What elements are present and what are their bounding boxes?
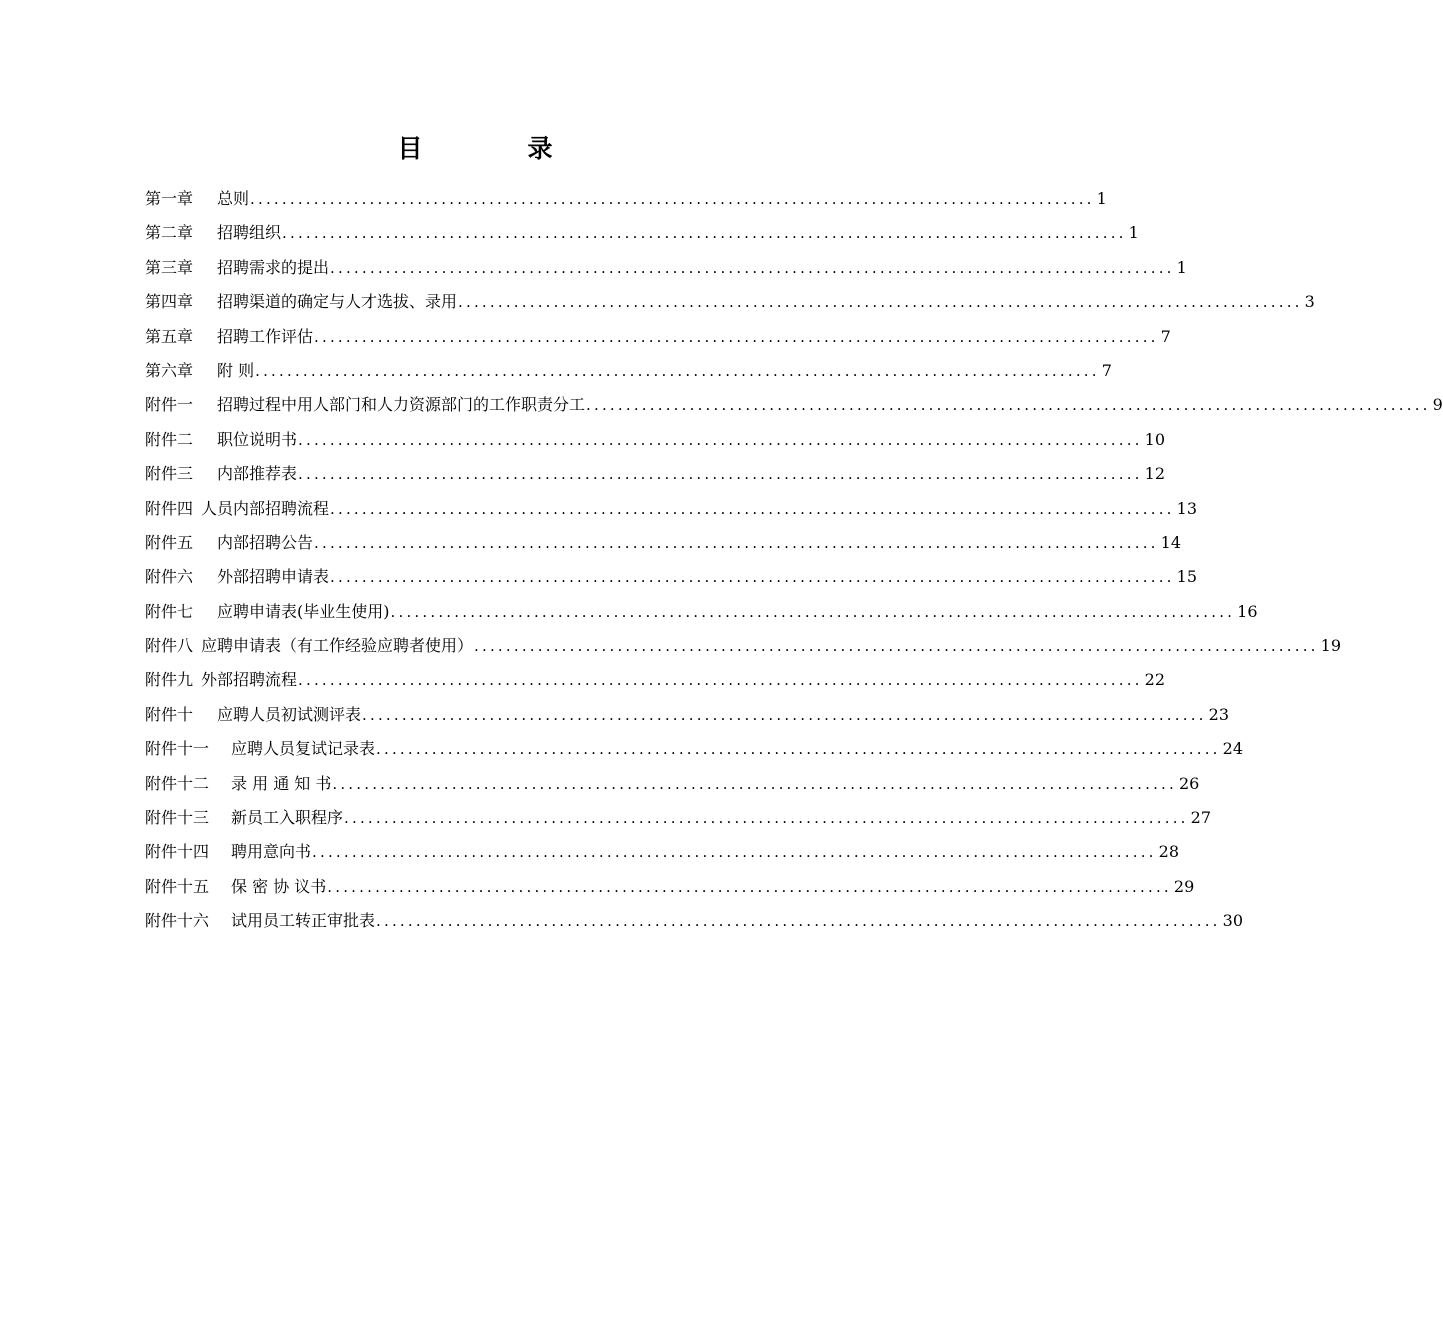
- toc-entry-label: 第六章: [145, 360, 194, 380]
- toc-entry[interactable]: [145, 354, 1112, 388]
- toc-entry-label: 附件七: [145, 601, 194, 621]
- toc-entry-label: 第二章: [145, 223, 194, 243]
- toc-title: 目 录: [397, 134, 593, 163]
- toc-leader-dots: ..........................................................................................................: [298, 465, 1143, 484]
- toc-entry-page: 30: [1222, 911, 1244, 931]
- toc-leader-dots: ..........................................................................................................: [330, 258, 1175, 277]
- toc-leader-dots: ..........................................................................................................: [314, 327, 1159, 346]
- toc-leader-dots: ..........................................................................................................: [376, 740, 1221, 759]
- toc-entry[interactable]: [145, 595, 1258, 629]
- toc-leader-dots: ..........................................................................................................: [250, 190, 1095, 208]
- toc-entry-label: 附件十三: [145, 808, 210, 828]
- toc-entry[interactable]: [145, 904, 1244, 938]
- toc-leader-dots: ..........................................................................................................: [255, 361, 1100, 380]
- toc-entry-label: 附件三: [145, 464, 194, 484]
- toc-entry-name: 招聘组织: [217, 223, 282, 243]
- toc-entry-name: 招聘过程中用人部门和人力资源部门的工作职责分工: [217, 395, 586, 415]
- toc-entry-name: 内部推荐表: [217, 464, 298, 484]
- toc-entry-name: 应聘申请表(毕业生使用): [217, 601, 390, 621]
- toc-entry-label: 附件八: [145, 636, 194, 656]
- toc-entry[interactable]: [145, 388, 1443, 422]
- toc-entry-page: 9: [1432, 395, 1443, 415]
- toc-entry-page: 10: [1144, 429, 1166, 449]
- toc-entry-name: 录 用 通 知 书: [231, 773, 332, 793]
- toc-entry-label: 附件十二: [145, 773, 210, 793]
- toc-entry-page: 7: [1101, 360, 1112, 380]
- toc-entry-name: 职位说明书: [217, 429, 298, 449]
- toc-entry[interactable]: [145, 285, 1315, 319]
- toc-entry-label: 附件一: [145, 395, 194, 415]
- toc-entry-page: 15: [1176, 567, 1198, 587]
- toc-entry-page: 19: [1320, 636, 1342, 656]
- toc-entry-name: 招聘渠道的确定与人才选拔、录用: [217, 292, 458, 312]
- toc-entry-page: 23: [1208, 704, 1230, 724]
- toc-leader-dots: ..........................................................................................................: [362, 705, 1207, 724]
- toc-entry-label: 附件十四: [145, 842, 210, 862]
- toc-leader-dots: ..........................................................................................................: [327, 877, 1172, 896]
- toc-entry-label: 附件四: [145, 498, 194, 518]
- toc-entry[interactable]: [145, 320, 1171, 354]
- toc-entry-label: 附件十六: [145, 911, 210, 931]
- toc-entry[interactable]: [145, 767, 1200, 801]
- toc-entry-page: 1: [1176, 257, 1187, 277]
- toc-leader-dots: ..........................................................................................................: [474, 637, 1319, 656]
- toc-leader-dots: ..........................................................................................................: [586, 396, 1431, 415]
- toc-leader-dots: ..........................................................................................................: [298, 671, 1143, 690]
- toc-entry-name: 内部招聘公告: [217, 532, 314, 552]
- toc-leader-dots: ..........................................................................................................: [312, 843, 1157, 862]
- toc-entry[interactable]: [145, 492, 1198, 526]
- toc-entry-name: 附 则: [217, 360, 255, 380]
- toc-leader-dots: ..........................................................................................................: [330, 499, 1175, 518]
- toc-entry-name: 应聘人员初试测评表: [217, 704, 362, 724]
- toc-entry-page: 22: [1144, 670, 1166, 690]
- toc-entry-label: 第三章: [145, 257, 194, 277]
- toc-entry-name: 保 密 协 议书: [231, 876, 327, 896]
- toc-entry-page: 13: [1176, 498, 1198, 518]
- toc-leader-dots: ..........................................................................................................: [298, 430, 1143, 449]
- toc-entry-label: 附件十: [145, 704, 194, 724]
- toc-entry-page: 24: [1222, 739, 1244, 759]
- toc-entry-page: 1: [1096, 189, 1107, 208]
- toc-leader-dots: ..........................................................................................................: [332, 774, 1177, 793]
- toc-entry-name: 外部招聘申请表: [217, 567, 330, 587]
- toc-entry-label: 附件十一: [145, 739, 210, 759]
- toc-entry-page: 3: [1304, 292, 1315, 312]
- toc-entry-label: 第一章: [145, 189, 194, 208]
- toc-entry-page: 26: [1179, 773, 1200, 793]
- toc-leader-dots: ..........................................................................................................: [330, 568, 1175, 587]
- toc-entry[interactable]: [145, 560, 1198, 594]
- toc-entry-name: 应聘人员复试记录表: [231, 739, 376, 759]
- toc-entry-name: 总则: [217, 189, 250, 208]
- toc-entry-label: 第四章: [145, 292, 194, 312]
- toc-entry-page: 12: [1144, 464, 1166, 484]
- toc-entry-page: 1: [1128, 223, 1139, 243]
- toc-entry-label: 附件六: [145, 567, 194, 587]
- toc-entry[interactable]: [145, 629, 1342, 663]
- toc-entry[interactable]: [145, 423, 1166, 457]
- toc-entry[interactable]: [145, 182, 1107, 216]
- toc-entry-page: 27: [1190, 808, 1212, 828]
- toc-leader-dots: ..........................................................................................................: [458, 293, 1303, 312]
- toc-entry-name: 新员工入职程序: [231, 808, 344, 828]
- toc-entry-page: 16: [1237, 601, 1258, 621]
- toc-leader-dots: ..........................................................................................................: [314, 533, 1159, 552]
- toc-entry-name: 外部招聘流程: [201, 670, 298, 690]
- table-of-contents: [145, 182, 1443, 939]
- toc-entry[interactable]: [145, 526, 1182, 560]
- toc-entry[interactable]: [145, 732, 1244, 766]
- toc-entry-name: 人员内部招聘流程: [201, 498, 330, 518]
- toc-entry[interactable]: [145, 870, 1195, 904]
- toc-leader-dots: ..........................................................................................................: [282, 224, 1127, 243]
- toc-leader-dots: ..........................................................................................................: [376, 912, 1221, 931]
- toc-entry[interactable]: [145, 457, 1166, 491]
- toc-entry[interactable]: [145, 663, 1166, 697]
- toc-entry-page: 29: [1173, 876, 1195, 896]
- toc-entry[interactable]: [145, 835, 1180, 869]
- toc-entry-name: 招聘需求的提出: [217, 257, 330, 277]
- toc-entry-name: 聘用意向书: [231, 842, 312, 862]
- toc-entry-name: 试用员工转正审批表: [231, 911, 376, 931]
- toc-entry[interactable]: [145, 698, 1230, 732]
- toc-entry-label: 附件十五: [145, 876, 210, 896]
- toc-leader-dots: ..........................................................................................................: [344, 809, 1189, 828]
- toc-leader-dots: ..........................................................................................................: [390, 602, 1236, 621]
- toc-entry[interactable]: [145, 216, 1139, 250]
- toc-entry-page: 14: [1160, 532, 1182, 552]
- toc-entry-label: 第五章: [145, 326, 194, 346]
- toc-entry[interactable]: [145, 251, 1187, 285]
- toc-entry-label: 附件五: [145, 532, 194, 552]
- toc-entry-name: 招聘工作评估: [217, 326, 314, 346]
- toc-entry-page: 7: [1160, 326, 1171, 346]
- toc-entry[interactable]: [145, 801, 1212, 835]
- toc-entry-page: 28: [1158, 842, 1180, 862]
- toc-entry-label: 附件二: [145, 429, 194, 449]
- toc-entry-name: 应聘申请表（有工作经验应聘者使用）: [201, 636, 474, 656]
- toc-entry-label: 附件九: [145, 670, 194, 690]
